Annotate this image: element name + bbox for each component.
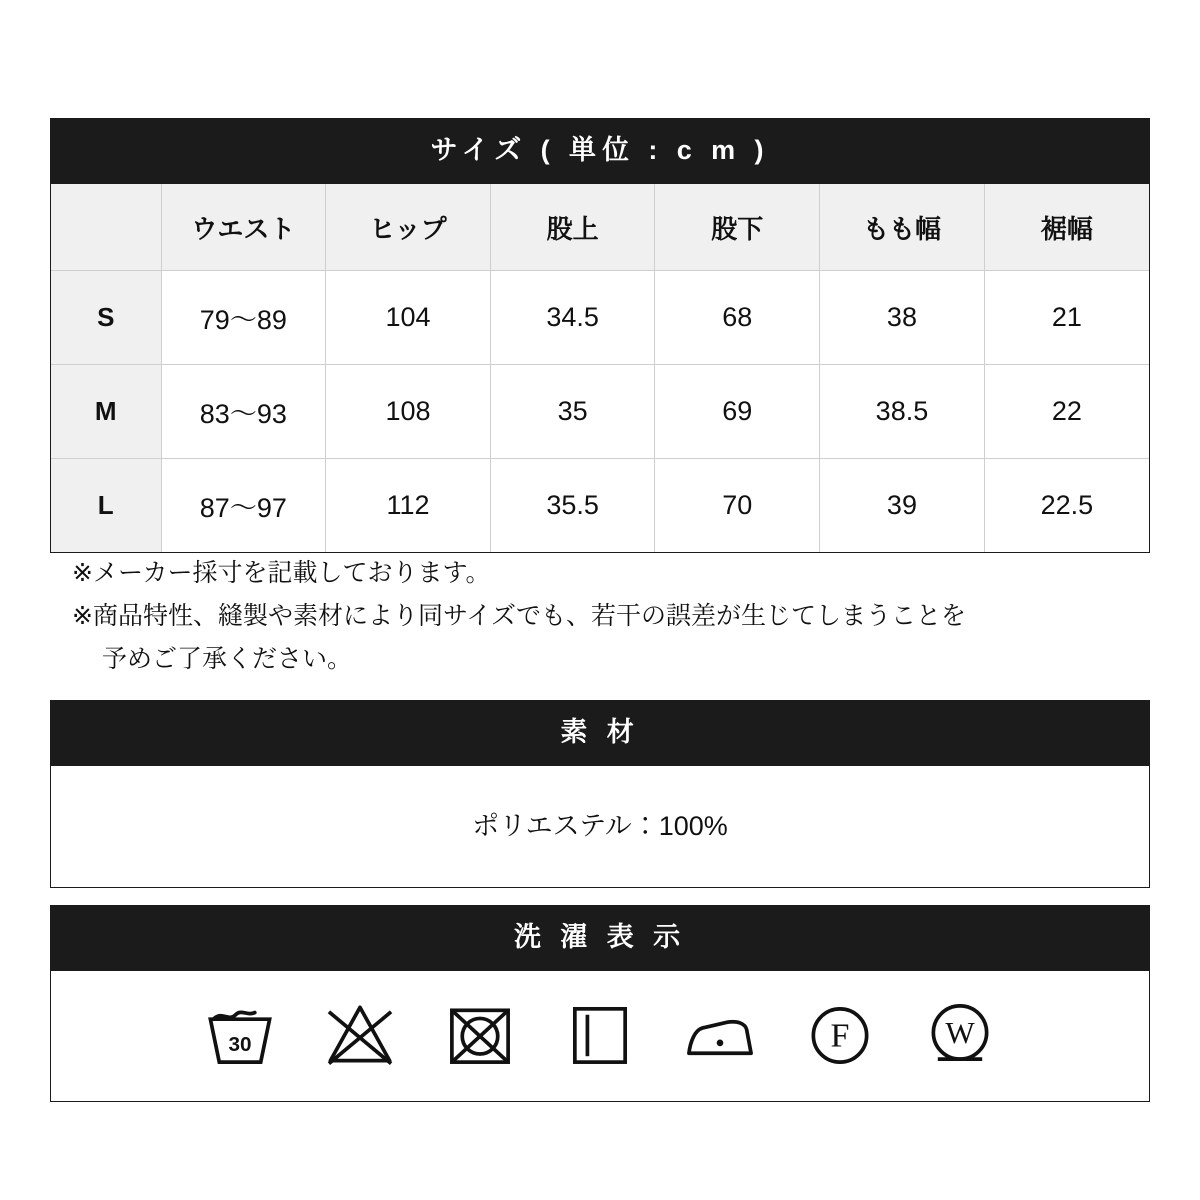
size-table-col-waist: ウエスト [161,184,326,271]
measurement-notes [72,552,1152,681]
cell-l-hip: 112 [326,459,491,553]
cell-l-hem: 22.5 [984,459,1149,553]
cell-s-waist: 79〜89 [161,271,326,365]
cell-s-inseam: 68 [655,271,820,365]
size-label-l: L [51,459,161,553]
wet-clean-letter-label: W [945,1014,975,1050]
wash-care-section-title: 洗 濯 表 示 [51,906,1149,971]
size-section [50,118,1150,553]
size-table-header-row [51,184,1149,271]
cell-l-waist: 87〜97 [161,459,326,553]
size-table-col-hip: ヒップ [326,184,491,271]
cell-m-hem: 22 [984,365,1149,459]
size-table [51,184,1149,552]
material-section-body: ポリエステル：100% [51,766,1149,887]
wash-tub-30-icon [203,997,277,1071]
size-section-title: サイズ ( 単位 : c m ) [51,119,1149,184]
cell-m-waist: 83〜93 [161,365,326,459]
note-line-2: ※商品特性、縫製や素材により同サイズでも、若干の誤差が生じてしまうことを [72,602,966,630]
iron-low-icon [683,997,757,1071]
size-table-col-blank [51,184,161,271]
no-bleach-icon [323,997,397,1071]
wash-care-icon-row [51,971,1149,1101]
wash-care-section [50,905,1150,1102]
dry-clean-letter-label: F [830,1017,850,1055]
material-section-title: 素 材 [51,701,1149,766]
cell-m-thigh: 38.5 [820,365,985,459]
dry-clean-f-icon [803,997,877,1071]
wash-tub-temperature-label: 30 [228,1033,252,1057]
cell-s-thigh: 38 [820,271,985,365]
size-table-col-thigh: もも幅 [820,184,985,271]
size-label-m: M [51,365,161,459]
cell-m-inseam: 69 [655,365,820,459]
size-label-s: S [51,271,161,365]
note-line-3: 予めご了承ください。 [102,645,353,673]
table-row [51,271,1149,365]
cell-s-hip: 104 [326,271,491,365]
table-row [51,459,1149,553]
size-table-col-inseam: 股下 [655,184,820,271]
no-tumble-dry-icon [443,997,517,1071]
cell-s-hem: 21 [984,271,1149,365]
table-row [51,365,1149,459]
material-section [50,700,1150,888]
note-line-1: ※メーカー採寸を記載しております。 [72,559,491,587]
drip-dry-hang-icon [563,997,637,1071]
cell-m-hip: 108 [326,365,491,459]
size-table-col-rise: 股上 [490,184,655,271]
wet-clean-w-icon [923,997,997,1071]
cell-l-inseam: 70 [655,459,820,553]
cell-s-rise: 34.5 [490,271,655,365]
cell-m-rise: 35 [490,365,655,459]
cell-l-rise: 35.5 [490,459,655,553]
cell-l-thigh: 39 [820,459,985,553]
size-table-col-hem: 裾幅 [984,184,1149,271]
